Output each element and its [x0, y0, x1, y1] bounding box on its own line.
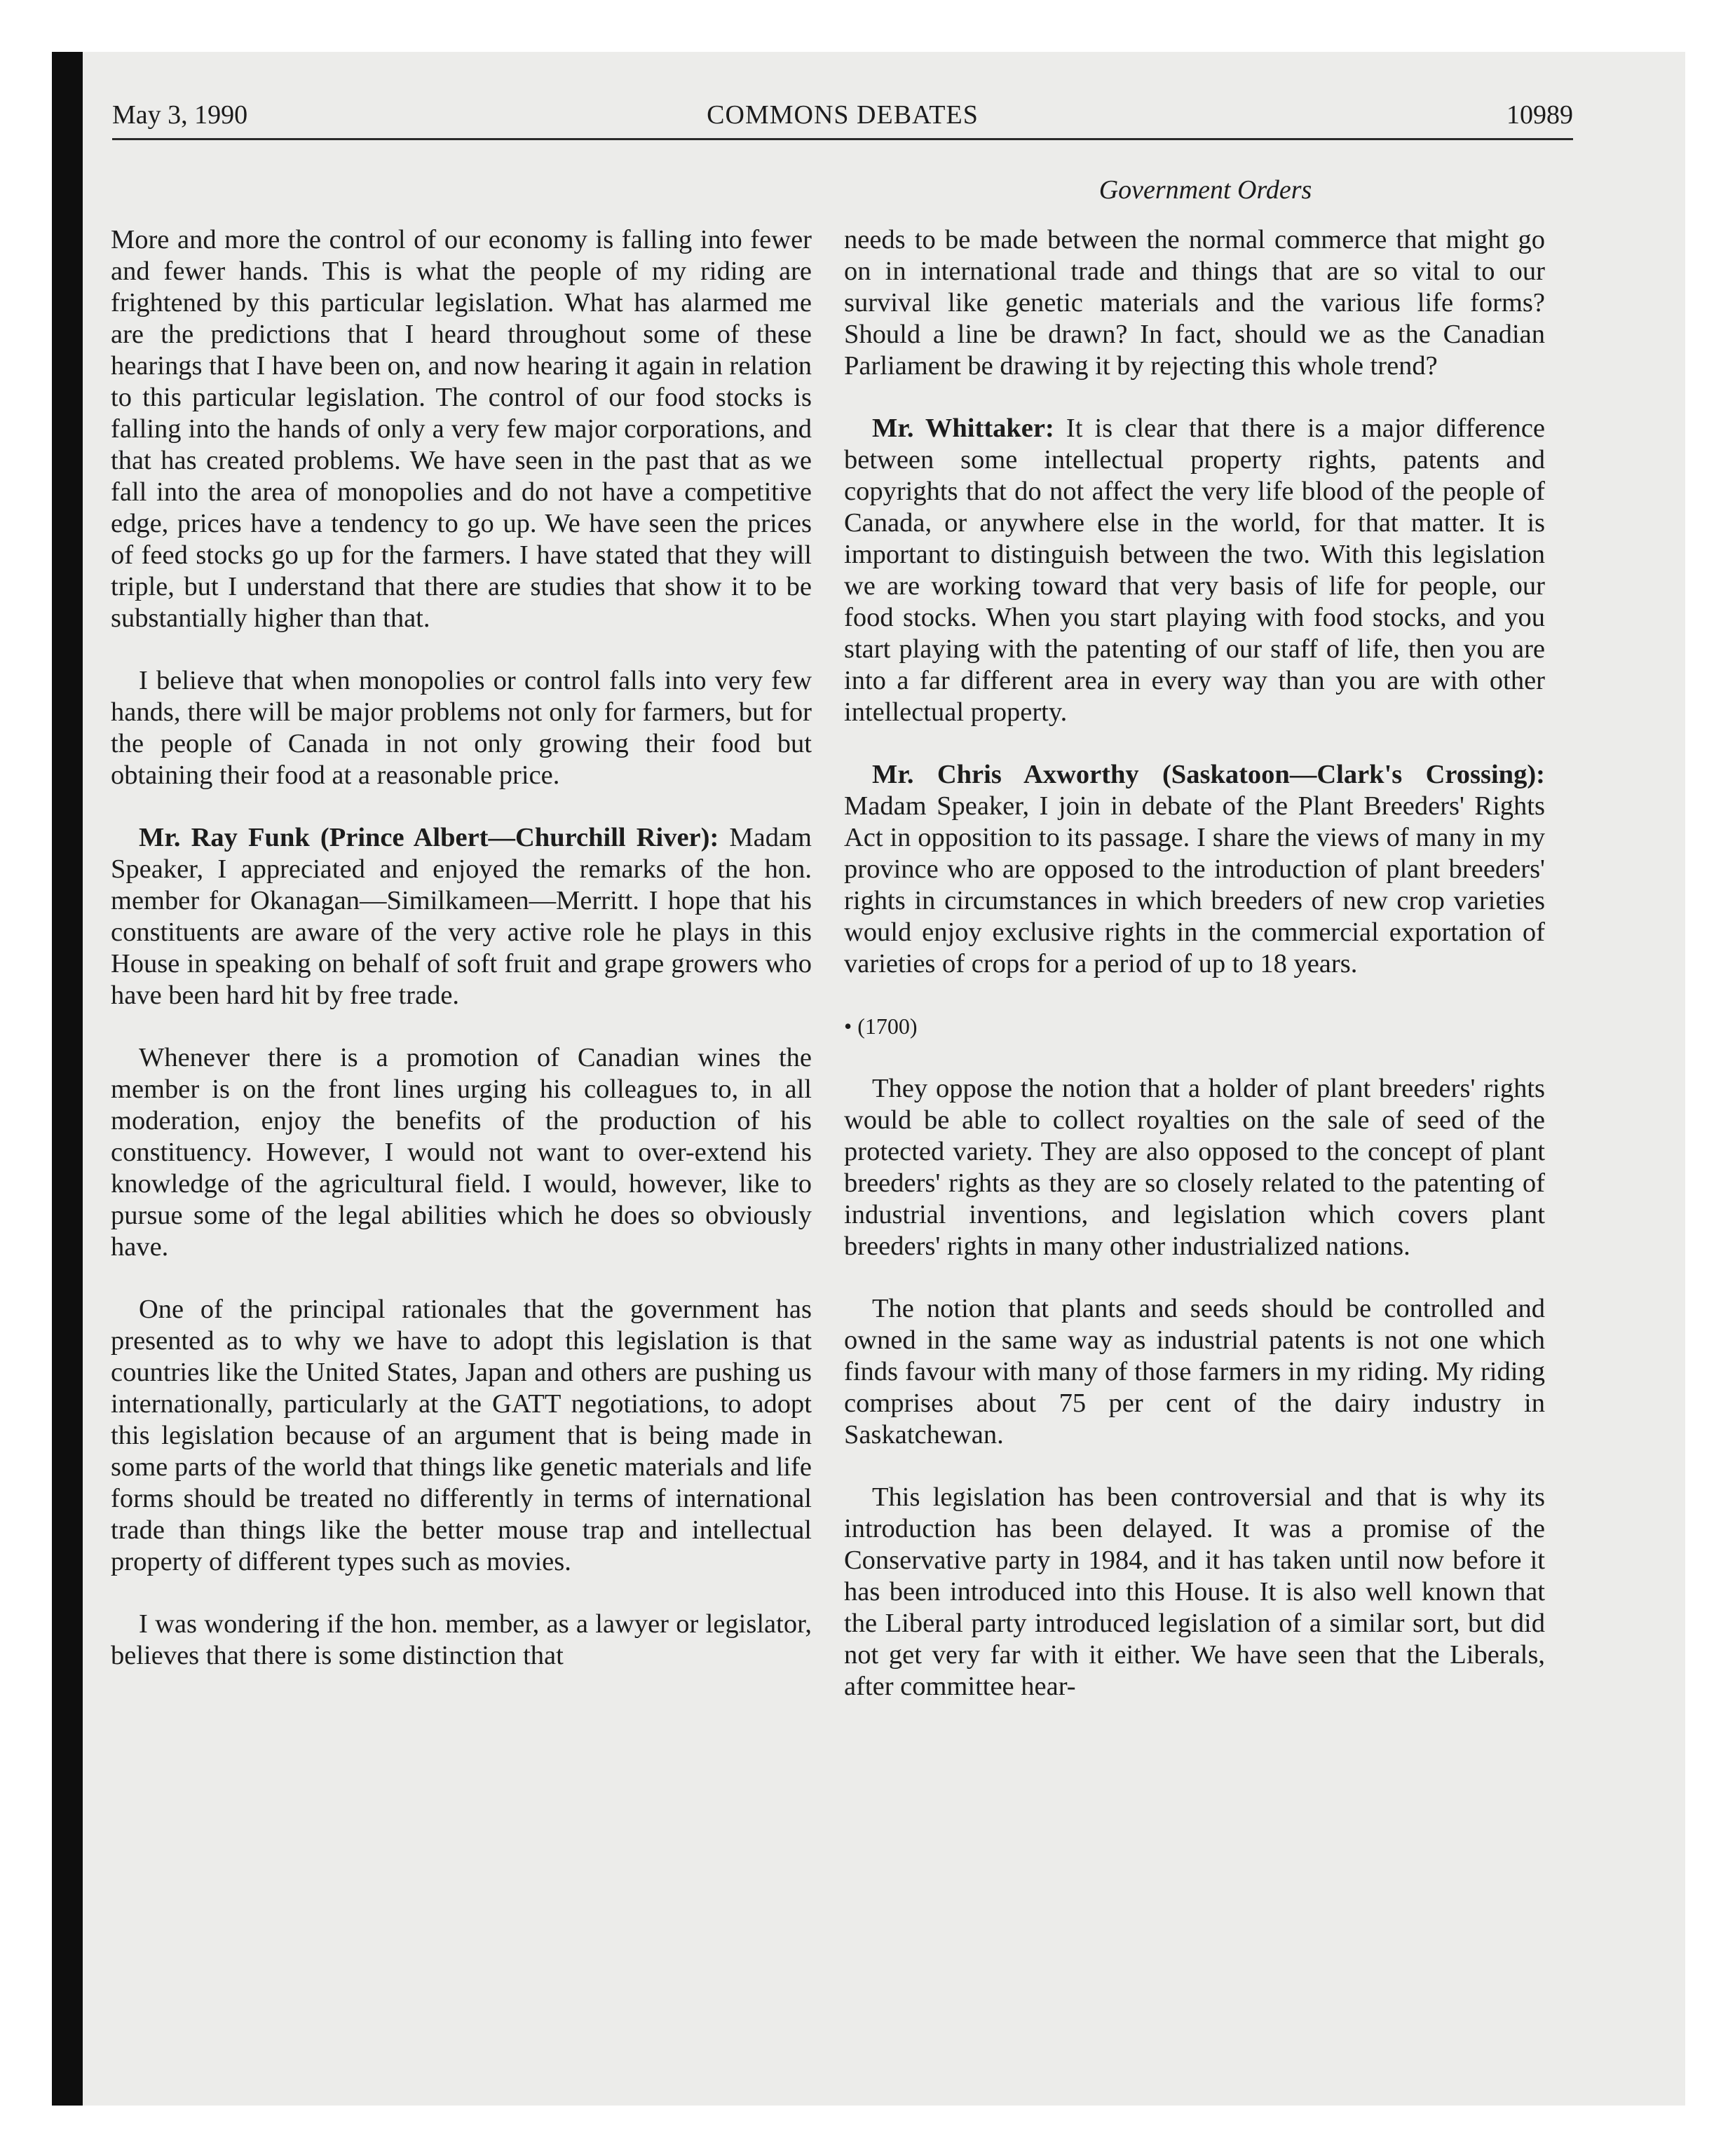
paragraph: They oppose the notion that a holder of plant breeders' rights would be able to collect royalties on the sale of seed of the protected variety. They are also opposed to the concept of plant breeders' rights as they are so closely related to the patenting of industrial inventions, and legislation which covers plant breeders' rights in many other industrialized nations.	[844, 1074, 1545, 1261]
paragraph: More and more the control of our economy is falling into fewer and fewer hands. This is what the people of my riding are frightened by this particular legislation. What has alarmed me are the predictions that I heard throughout some of these hearings that I have been on, and now hearing it again in relation to this particular legislation. The control of our food stocks is falling into the hands of only a very few major corporations, and that has created problems. We have seen in the past that as we fall into the area of monopolies and do not have a competitive edge, prices have a tendency to go up. We have seen the prices of feed stocks go up for the farmers. I have stated that they will triple, but I understand that there are studies that show it to be substantially higher than that.	[111, 225, 812, 633]
left-column	[111, 224, 812, 1703]
header-date: May 3, 1990	[112, 100, 248, 130]
speech-paragraph: Mr. Chris Axworthy (Saskatoon—Clark's Crossing): Madam Speaker, I join in debate of the Plant Breeders' Rights Act in opposition to its passage. I share the views of many in my province who are opposed to the introduction of plant breeders' rights in circumstances in which breeders of new crop varieties would enjoy exclusive rights in the commercial exportation of varieties of crops for a period of up to 18 years.	[844, 760, 1545, 978]
paragraph: Whenever there is a promotion of Canadian wines the member is on the front lines urging his colleagues to, in all moderation, enjoy the benefits of the production of his constituency. However, I would not want to over-extend his knowledge of the agricultural field. I would, however, like to pursue some of the legal abilities which he does so obviously have.	[111, 1043, 812, 1262]
right-column	[844, 224, 1545, 1733]
paragraph: needs to be made between the normal commerce that might go on in international trade and things that are so vital to our survival like genetic materials and the various life forms? Should a line be drawn? In fact, should we as the Canadian Parliament be drawing it by rejecting this whole trend?	[844, 225, 1545, 381]
paragraph: I was wondering if the hon. member, as a lawyer or legislator, believes that there is some distinction that	[111, 1609, 812, 1670]
speaker-name: Mr. Chris Axworthy (Saskatoon—Clark's Crossing):	[872, 760, 1545, 789]
page-header	[112, 95, 1573, 135]
paragraph: I believe that when monopolies or control falls into very few hands, there will be major problems not only for farmers, but for the people of Canada in not only growing their food but obtaining their food at a reasonable price.	[111, 666, 812, 790]
header-title: COMMONS DEBATES	[707, 100, 979, 130]
section-title: Government Orders	[1098, 175, 1312, 205]
speech-paragraph: Mr. Whittaker: It is clear that there is a major difference between some intellectual property rights, patents and copyrights that do not affect the very life blood of the people of Canada, or anywhere else in the world, for that matter. It is important to distinguish between the two. With this legislation we are working toward that very basis of life for people, our food stocks. When you start playing with food stocks, and you start playing with the patenting of our staff of life, then you are into a far different area in every way than you are with other intellectual property.	[844, 414, 1546, 727]
speaker-name: Mr. Whittaker:	[872, 414, 1054, 443]
paragraph: The notion that plants and seeds should be controlled and owned in the same way as industrial patents is not one which finds favour with many of those farmers in my riding. My riding comprises about 75 per cent of the dairy industry in Saskatchewan.	[844, 1294, 1545, 1449]
speaker-name: Mr. Ray Funk (Prince Albert—Churchill River):	[139, 823, 719, 852]
scan-binding-edge	[52, 52, 83, 2106]
header-rule	[112, 138, 1573, 140]
paragraph: One of the principal rationales that the government has presented as to why we have to adopt this legislation is that countries like the United States, Japan and others are pushing us internationally, particularly at the GATT negotiations, to adopt this legislation because of an argument that is being made in some parts of the world that things like genetic materials and life forms should be treated no differently in terms of international trade than things like the better mouse trap and intellectual property of different types such as movies.	[111, 1295, 812, 1576]
paragraph: This legislation has been controversial and that is why its introduction has been delayed. It was a promise of the Conservative party in 1984, and it has taken until now before it has been introduced into this House. It is also well known that the Liberal party introduced legislation of a similar sort, but did not get very far with it either. We have seen that the Liberals, after committee hear-	[844, 1482, 1545, 1701]
speech-paragraph: Mr. Ray Funk (Prince Albert—Churchill River): Madam Speaker, I appreciated and enjoyed the remarks of the hon. member for Okanagan—Similkameen—Merritt. I hope that his constituents are aware of the very active role he plays in this House in speaking on behalf of soft fruit and grape growers who have been hard hit by free trade.	[111, 823, 812, 1010]
time-marker: • (1700)	[844, 1014, 918, 1039]
header-page-number: 10989	[1506, 100, 1573, 130]
